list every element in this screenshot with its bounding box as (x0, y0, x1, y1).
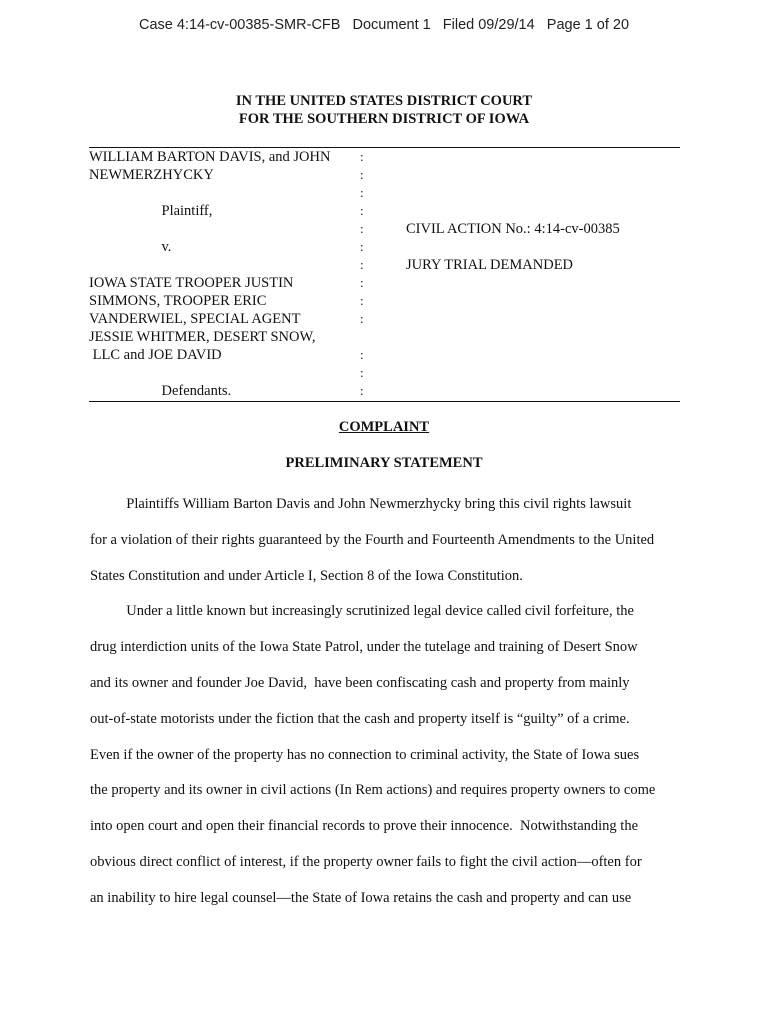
complaint-heading (0, 419, 768, 436)
caption-colon: : (360, 383, 364, 398)
caption-party-line (89, 184, 359, 202)
caption-party-line: Plaintiff, (89, 203, 213, 219)
preliminary-statement-heading: PRELIMINARY STATEMENT (285, 455, 483, 471)
jury-trial-demanded: JURY TRIAL DEMANDED (406, 257, 574, 273)
caption-colon: : (360, 347, 364, 362)
civil-action-number: CIVIL ACTION No.: 4:14-cv-00385 (406, 221, 620, 237)
caption-party-line: v. (89, 239, 172, 255)
caption-colon: : (360, 275, 364, 290)
caption-party-line: SIMMONS, TROOPER ERIC (89, 293, 267, 309)
body-line: obvious direct conflict of interest, if the property owner fails to fight the civil action—often for (90, 853, 642, 870)
caption-colon: : (360, 311, 364, 326)
caption-party-line (89, 256, 359, 274)
caption-colon (360, 328, 370, 346)
caption-party-line: JESSIE WHITMER, DESERT SNOW, (89, 329, 316, 345)
body-line: the property and its owner in civil actions (In Rem actions) and requires property owners to come (90, 782, 656, 799)
caption-colon: : (360, 239, 364, 254)
caption-party-line: WILLIAM BARTON DAVIS, and JOHN (89, 149, 331, 165)
body-line: into open court and open their financial records to prove their innocence. Notwithstanding the (90, 818, 639, 835)
body-line: Under a little known but increasingly scrutinized legal device called civil forfeiture, the (90, 603, 634, 620)
caption-colon: : (360, 167, 364, 182)
body-line: Even if the owner of the property has no connection to criminal activity, the State of Iowa sues (90, 746, 640, 763)
caption-colon-column (360, 148, 370, 400)
caption-colon: : (360, 221, 364, 236)
caption-colon: : (360, 257, 364, 272)
court-title-line-1: IN THE UNITED STATES DISTRICT COURT (235, 93, 533, 109)
caption-party-line: Defendants. (89, 383, 232, 399)
caption-parties (89, 148, 359, 400)
caption-party-line: VANDERWIEL, SPECIAL AGENT (89, 311, 301, 327)
body-line: and its owner and founder Joe David, have been confiscating cash and property from mainly (90, 674, 630, 691)
complaint-body (90, 487, 680, 917)
caption-party-line (89, 364, 359, 382)
body-line: drug interdiction units of the Iowa State Patrol, under the tutelage and training of Desert Snow (90, 639, 638, 656)
caption-colon: : (360, 149, 364, 164)
body-line: out-of-state motorists under the fiction that the cash and property itself is “guilty” of a crime. (90, 710, 630, 727)
caption-colon: : (360, 293, 364, 308)
body-line: Plaintiffs William Barton Davis and John Newmerzhycky bring this civil rights lawsuit (90, 496, 632, 512)
court-title-line-2: FOR THE SOUTHERN DISTRICT OF IOWA (238, 111, 530, 127)
body-line: States Constitution and under Article I, Section 8 of the Iowa Constitution. (90, 567, 523, 584)
caption-party-line: IOWA STATE TROOPER JUSTIN (89, 275, 294, 291)
caption-party-line: NEWMERZHYCKY (89, 167, 214, 183)
caption-colon: : (360, 185, 364, 200)
caption-colon: : (360, 365, 364, 380)
court-title (0, 92, 768, 128)
caption-party-line: LLC and JOE DAVID (89, 347, 222, 363)
body-line: for a violation of their rights guaranteed by the Fourth and Fourteenth Amendments to the United (90, 531, 655, 548)
caption-colon: : (360, 203, 364, 218)
case-caption (89, 147, 680, 402)
body-line: an inability to hire legal counsel—the State of Iowa retains the cash and property and can use (90, 889, 632, 906)
case-header-stamp: Case 4:14-cv-00385-SMR-CFB Document 1 Filed 09/29/14 Page 1 of 20 (138, 17, 630, 33)
caption-party-line (89, 220, 359, 238)
complaint-heading-text: COMPLAINT (338, 419, 430, 435)
